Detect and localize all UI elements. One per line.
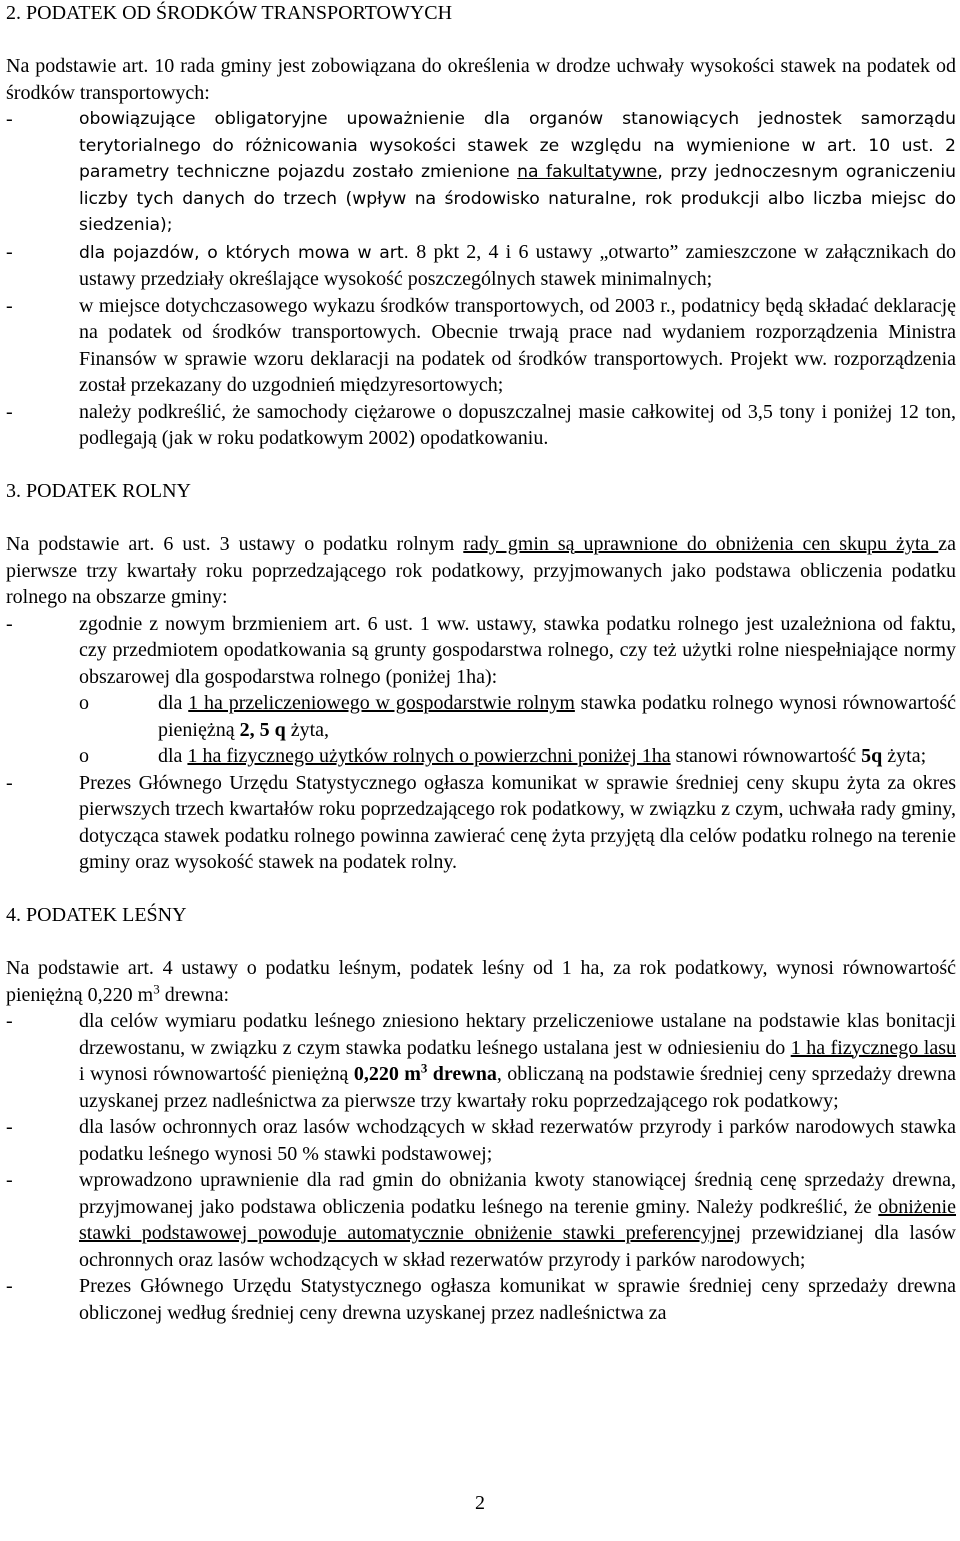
list-item-text: dla pojazdów, o których mowa w art. 8 pkt 2, 4 i 6 ustawy „otwarto” zamieszczone w załącznikach do ustawy przedziały określające wysokość poszczególnych stawek minimalnych; [79,240,956,290]
section-heading-transport: 2. PODATEK OD ŚRODKÓW TRANSPORTOWYCH [6,2,453,24]
sub-list-item [6,743,956,770]
list-dash: - [6,400,13,423]
list-item [6,1008,956,1114]
bold-text: 2, 5 q [239,718,286,741]
list-item-text: zgodnie z nowym brzmieniem art. 6 ust. 1 ww. ustawy, stawka podatku rolnego jest uzależniona od faktu, czy przedmiotem opodatkowania są grunty gospodarstwa rolnego, czy też użytki rolne niespełniające normy obszarowej dla gospodarstwa rolnego (poniżej 1ha): [79,612,956,688]
list-dash: - [6,1010,13,1032]
list-item [6,611,956,691]
list-item [6,770,956,876]
list-item-text: Prezes Głównego Urzędu Statystycznego ogłasza komunikat w sprawie średniej ceny sprzedaży drewna obliczonej według średniej ceny drewna uzyskanej przez nadleśnictwa za [79,1275,956,1324]
list-dash: - [6,294,13,317]
list-item [6,399,956,452]
list-dash: - [6,612,13,635]
list-item-text: należy podkreślić, że samochody ciężarowe o dopuszczalnej masie całkowitej od 3,5 tony i poniżej 12 ton, podlegają (jak w roku podatkowym 2002) opodatkowaniu. [79,400,956,449]
underlined-text: 1 ha przeliczeniowego w gospodarstwie rolnym [188,692,575,714]
bold-text: 0,220 m [353,1063,421,1085]
list-dash: - [6,771,13,794]
list-item-text: dla lasów ochronnych oraz lasów wchodzących w skład rezerwatów przyrody i parków narodowych stawka podatku leśnego wynosi 50 % stawki podstawowej; [79,1116,956,1165]
agri-intro: Na podstawie art. 6 ust. 3 ustawy o podatku rolnym rady gmin są uprawnione do obniżenia cen skupu żyta za pierwsze trzy kwartały roku poprzedzającego rok podatkowy, przyjmowanych jako podstawa obliczenia podatku rolnego na obszarze gminy: [6,533,956,608]
sub-list-item-text: dla 1 ha fizycznego użytków rolnych o powierzchni poniżej 1ha stanowi równowartość 5q żyta; [158,745,927,767]
bold-text: 5q [861,745,883,767]
list-item [6,293,956,399]
page-number: 2 [475,1492,485,1514]
underlined-text: rady gmin są uprawnione do obniżenia cen skupu żyta [463,533,939,555]
list-item-text: dla celów wymiaru podatku leśnego zniesiono hektary przeliczeniowe ustalane na podstawie klas bonitacji drzewostanu, w związku z czym stawka podatku leśnego ustalana jest w odniesieniu do 1 ha fizycznego lasu i wynosi równowartość pieniężną 0,220 $m^3$ drewna, obliczaną na podstawie średniej ceny sprzedaży drewna uzyskanej przez nadleśnictwa za pierwsze trzy kwartały roku poprzedzającego rok podatkowy; [79,1010,956,1112]
sub-bullet: o [79,745,89,767]
sub-list-item [6,690,956,743]
list-dash: - [6,1169,13,1191]
underlined-text: obniżenie stawki podstawowej powoduje automatycznie obniżenie stawki preferencyjnej [79,1195,956,1244]
document-page [6,0,956,1326]
superscript: 3 [153,980,160,996]
list-dash: - [6,1116,13,1138]
transport-intro: Na podstawie art. 10 rada gminy jest zobowiązana do określenia w drodze uchwały wysokości stawek na podatek od środków transportowych: [6,55,956,104]
list-item [6,1273,956,1326]
list-dash: - [6,240,13,263]
list-item [6,1114,956,1167]
section-heading-agri: 3. PODATEK ROLNY [6,480,191,502]
section-heading-forest: 4. PODATEK LEŚNY [6,904,187,926]
list-dash: - [6,108,13,130]
list-item-text: wprowadzono uprawnienie dla rad gmin do obniżania kwoty stanowiącej średnią cenę sprzedaży drewna, przyjmowanej jako podstawa obliczenia podatku leśnego na terenie gminy. Należy podkreślić, że obniżenie stawki podstawowej powoduje automatycznie obniżenie stawki preferencyjnej przewidzianej dla lasów ochronnych oraz lasów wchodzących w skład rezerwatów przyrody i parków narodowych; [79,1169,956,1271]
list-item-text: Prezes Głównego Urzędu Statystycznego ogłasza komunikat w sprawie średniej ceny skupu żyta za okres pierwszych trzech kwartałów roku poprzedzającego rok podatkowy, w związku z czym, uchwała rady gminy, dotycząca stawek podatku rolnego powinna zawierać cenę żyta przyjętą dla celów podatku rolnego na terenie gminy oraz wysokość stawek na podatek rolny. [79,771,956,873]
bold-text: drewna [427,1063,497,1085]
list-item-text: obowiązujące obligatoryjne upoważnienie dla organów stanowiących jednostek samorządu terytorialnego do różnicowania wysokości stawek ze względu na wymienione w art. 10 ust. 2 parametry techniczne pojazdu zostało zmienione na fakultatywne, przy jednoczesnym ograniczeniu liczby tych danych do trzech (wpływ na środowisko naturalne, rok produkcji albo liczba miejsc do siedzenia); [79,109,956,235]
list-item-text: w miejsce dotychczasowego wykazu środków transportowych, od 2003 r., podatnicy będą składać deklarację na podatek od środków transportowych. Obecnie trwają prace nad wydaniem rozporządzenia Ministra Finansów w sprawie wzoru deklaracji na podatek od środków transportowych. Projekt ww. rozporządzenia został przekazany do uzgodnień międzyresortowych; [79,294,956,396]
list-dash: - [6,1275,13,1297]
sub-bullet: o [79,692,89,714]
list-item [6,1167,956,1273]
sub-list-item-text: dla 1 ha przeliczeniowego w gospodarstwie rolnym stawka podatku rolnego wynosi równowartość pieniężną 2, 5 q żyta, [158,692,956,741]
underlined-text: 1 ha fizycznego lasu [790,1036,956,1059]
underlined-text: 1 ha fizycznego użytków rolnych o powierzchni poniżej 1ha [187,745,671,767]
list-item [6,106,956,239]
forest-intro: Na podstawie art. 4 ustawy o podatku leśnym, podatek leśny od 1 ha, za rok podatkowy, wynosi równowartość pieniężną 0,220 $m^3$ drewna: [6,957,956,1006]
superscript: 3 [420,1060,428,1076]
list-item [6,239,956,293]
underlined-text: na fakultatywne [517,162,658,182]
